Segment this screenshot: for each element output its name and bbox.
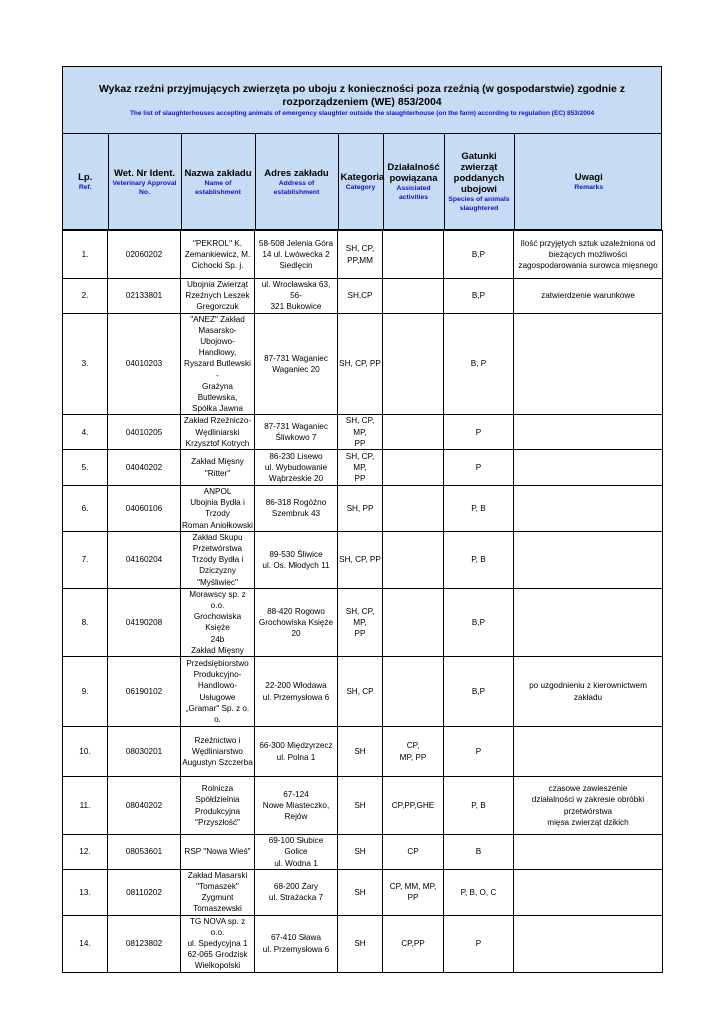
- cell-activities: [383, 588, 444, 656]
- column-header-lp: [63, 134, 108, 230]
- column-header-name: [181, 134, 255, 230]
- column-header-address: [255, 134, 338, 230]
- cell-name: Rolnicza Spółdzielnia Produkcyjna "Przyszłość": [181, 777, 255, 835]
- cell-lp: 10.: [63, 727, 108, 777]
- column-header-activities: [383, 134, 444, 230]
- column-header-label: Wet. Nr Ident.: [113, 167, 176, 179]
- cell-vet-number: 08123802: [108, 915, 181, 972]
- column-header-label: Adres zakładu: [264, 167, 329, 179]
- column-header-label: Uwagi: [574, 172, 603, 183]
- cell-activities: [383, 450, 444, 486]
- cell-lp: 1.: [63, 231, 108, 279]
- cell-species: B, P: [444, 313, 514, 415]
- cell-species: P, B: [444, 531, 514, 588]
- title-english: The list of slaughterhouses accepting animals of emergency slaughter outside the slaughterhouse (on the farm) according to regulation (EC) 853/2004: [129, 110, 595, 117]
- cell-activities: [383, 486, 444, 532]
- cell-address: 58-508 Jelenia Góra 14 ul. Lwówecka 2 Siedlęcin: [255, 231, 338, 279]
- cell-lp: 7.: [63, 531, 108, 588]
- cell-remarks: czasowe zawieszenie działalności w zakresie obróbki przetwórstwa mięsa zwierząt dzikich: [514, 777, 663, 835]
- cell-activities: CP,PP,GHE: [383, 777, 444, 835]
- cell-remarks: [514, 835, 663, 870]
- cell-name: Zakład Masarski "Tomaszek" Zygmunt Tomaszewski: [181, 869, 255, 915]
- cell-lp: 8.: [63, 588, 108, 656]
- column-header-sublabel: Ref.: [78, 184, 92, 191]
- column-header-sublabel: Assiciated activities: [396, 185, 431, 201]
- cell-category: SH, PP: [338, 486, 383, 532]
- cell-activities: [383, 231, 444, 279]
- cell-vet-number: 04010205: [108, 415, 181, 450]
- cell-name: ANPOL Ubojnia Bydła i Trzody Roman Aniołkowski: [182, 487, 253, 530]
- cell-lp: 9.: [63, 657, 108, 727]
- cell-remarks: [514, 727, 663, 777]
- cell-vet-number: 04190208: [108, 588, 181, 656]
- cell-vet-number: 02133801: [108, 279, 181, 314]
- table-row: [63, 657, 663, 727]
- cell-species: P: [444, 415, 514, 450]
- column-header-label: Kategoria: [340, 172, 385, 183]
- table-row: [63, 777, 663, 835]
- cell-remarks: [514, 486, 663, 532]
- cell-remarks: [514, 415, 663, 450]
- table-row: [63, 588, 663, 656]
- cell-lp: 5.: [63, 450, 108, 486]
- cell-vet-number: 08053601: [108, 835, 181, 870]
- column-header-label: Działalność powiązana: [387, 162, 440, 184]
- title-block: [62, 66, 662, 134]
- cell-address: 67-410 Sława ul. Przemysłowa 6: [255, 915, 338, 972]
- column-header-label: Lp.: [78, 172, 93, 183]
- cell-name: Zakład Rzeźniczo- Wędliniarski Krzysztof Kotrych: [181, 415, 255, 450]
- cell-vet-number: 08040202: [108, 777, 181, 835]
- cell-vet-number: 08110202: [108, 869, 181, 915]
- column-header-label: Nazwa zakładu: [184, 167, 252, 179]
- cell-lp: 14.: [63, 915, 108, 972]
- cell-vet-number: 04160204: [108, 531, 181, 588]
- cell-address: 22-200 Włodawa ul. Przemysłowa 6: [255, 657, 338, 727]
- column-header-vet-number: [108, 134, 181, 230]
- column-header-sublabel: Species of animals slaughtered: [448, 196, 510, 212]
- cell-remarks: po uzgodnieniu z kierownictwem zakładu: [514, 657, 663, 727]
- establishments-table: [62, 230, 663, 973]
- cell-category: SH: [338, 835, 383, 870]
- cell-species: P: [444, 915, 514, 972]
- cell-category: SH: [338, 869, 383, 915]
- table-row: [63, 486, 663, 532]
- cell-address: 68-200 Żary ul. Strażacka 7: [255, 869, 338, 915]
- cell-activities: [383, 279, 444, 314]
- cell-species: P: [444, 727, 514, 777]
- cell-name: Przedsiębiorstwo Produkcyjno- Handlowo- Usługowe „Gramar" Sp. z o. o.: [181, 657, 255, 727]
- cell-category: SH: [338, 915, 383, 972]
- column-header-sublabel: Veterinary Approval No.: [112, 179, 177, 196]
- cell-activities: [383, 313, 444, 415]
- cell-species: P, B: [444, 777, 514, 835]
- table-row: [63, 450, 663, 486]
- cell-species: B,P: [444, 657, 514, 727]
- cell-activities: CP,PP: [383, 915, 444, 972]
- cell-category: SH, CP, PP: [338, 313, 383, 415]
- cell-category: SH, CP, PP: [338, 531, 383, 588]
- cell-vet-number: 04010203: [108, 313, 181, 415]
- cell-category: SH: [338, 777, 383, 835]
- table-row: [63, 835, 663, 870]
- cell-activities: [383, 531, 444, 588]
- cell-name: Zakład Skupu Przetwórstwa Trzody Bydła i Dziczyzny "Myśliwiec": [181, 531, 255, 588]
- cell-remarks: [514, 588, 663, 656]
- cell-address: 66-300 Międzyrzecz ul. Polna 1: [255, 727, 338, 777]
- cell-species: P, B, O, C: [444, 869, 514, 915]
- cell-species: P: [444, 450, 514, 486]
- cell-lp: 13.: [63, 869, 108, 915]
- cell-vet-number: 04040202: [108, 450, 181, 486]
- column-header-sublabel: Name of establishment: [195, 179, 241, 196]
- table-row: [63, 415, 663, 450]
- cell-activities: CP, MM, MP, PP: [383, 869, 444, 915]
- cell-name: "ANEZ" Zakład Masarsko-Ubojowo- Handlowy, Ryszard Butlewski - Grażyna Butlewska, Spółka Jawna: [181, 313, 255, 415]
- cell-activities: CP, MP, PP: [383, 727, 444, 777]
- cell-vet-number: 08030201: [108, 727, 181, 777]
- cell-vet-number: 06190102: [108, 657, 181, 727]
- cell-address: 69-100 Słubice Golice ul. Wodna 1: [255, 835, 338, 870]
- table-row: [63, 531, 663, 588]
- cell-species: P, B: [444, 486, 514, 532]
- table-row: [63, 915, 663, 972]
- cell-remarks: [514, 531, 663, 588]
- cell-activities: [383, 657, 444, 727]
- cell-address: 87-731 Waganiec Śliwkowo 7: [255, 415, 338, 450]
- table-row: [63, 727, 663, 777]
- cell-remarks: [514, 915, 663, 972]
- cell-species: B,P: [444, 231, 514, 279]
- cell-remarks: Ilość przyjętych sztuk uzależniona od bieżących możliwości zagospodarowania surowca mięsnego: [514, 231, 663, 279]
- cell-species: B,P: [444, 588, 514, 656]
- cell-address: 67-124 Nowe Miasteczko, Rejów: [255, 777, 338, 835]
- cell-address: 88-420 Rogowo Grochowiska Księże 20: [255, 588, 338, 656]
- title-polish: Wykaz rzeźni przyjmujących zwierzęta po uboju z konieczności poza rzeźnią (w gospodarstwie) zgodnie z rozporządzeniem (WE) 853/2004: [98, 83, 626, 108]
- cell-lp: 3.: [63, 313, 108, 415]
- cell-lp: 12.: [63, 835, 108, 870]
- cell-address: 87-731 Waganiec Waganiec 20: [255, 313, 338, 415]
- document-sheet: [62, 66, 662, 971]
- cell-species: B,P: [444, 279, 514, 314]
- cell-remarks: [514, 869, 663, 915]
- cell-species: B: [444, 835, 514, 870]
- cell-remarks: [514, 313, 663, 415]
- cell-address: 86-318 Rogóźno Szembruk 43: [255, 486, 338, 532]
- cell-lp: 4.: [63, 415, 108, 450]
- cell-address: 86-230 Lisewo ul. Wybudowanie Wąbrzeskie 20: [255, 450, 338, 486]
- cell-name: Morawscy sp. z o.o. Grochowiska Księże 24b Zakład Mięsny: [181, 588, 255, 656]
- cell-category: SH,CP: [338, 279, 383, 314]
- column-header-remarks: [514, 134, 663, 230]
- cell-category: SH: [338, 727, 383, 777]
- cell-remarks: [514, 450, 663, 486]
- table-row: [63, 869, 663, 915]
- cell-name: Zakład Mięsny "Ritter": [181, 450, 255, 486]
- cell-lp: 11.: [63, 777, 108, 835]
- cell-remarks: zatwierdzenie warunkowe: [514, 279, 663, 314]
- column-header-sublabel: Category: [345, 184, 376, 191]
- cell-category: SH, CP, MP, PP: [338, 588, 383, 656]
- column-header-sublabel: Address of establishment: [273, 179, 320, 196]
- cell-category: SH, CP: [338, 657, 383, 727]
- cell-lp: 6.: [63, 486, 108, 532]
- cell-name: "PEKROL" K. Zemankiewicz, M. Cichocki Sp. j.: [181, 231, 255, 279]
- column-header-label: Gatunki zwierząt poddanych ubojowi: [453, 151, 505, 195]
- table-row: [63, 231, 663, 279]
- table-row: [63, 313, 663, 415]
- cell-name: Rzeźnictwo i Wędliniarstwo Augustyn Szczerba: [181, 727, 255, 777]
- cell-vet-number: 02060202: [108, 231, 181, 279]
- cell-address: ul. Wrocławska 63, 56- 321 Bukowice: [255, 279, 338, 314]
- cell-name: RSP "Nowa Wieś": [181, 835, 255, 870]
- cell-activities: CP: [383, 835, 444, 870]
- column-header-species: [444, 134, 514, 230]
- cell-name: Ubojnia Zwierząt Rzeźnych Leszek Gregorczuk: [181, 279, 255, 314]
- table-header: [62, 134, 662, 230]
- cell-category: SH, CP, PP,MM: [338, 231, 383, 279]
- cell-address: 89-530 Śliwice ul. Os. Młodych 11: [255, 531, 338, 588]
- cell-name: TG NOVA sp. z o.o. ul. Spedycyjna 1 62-065 Grodzisk Wielkopolski: [181, 915, 255, 972]
- cell-category: SH, CP, MP, PP: [338, 415, 383, 450]
- table-body: [62, 230, 662, 973]
- cell-vet-number: 04060106: [108, 486, 181, 532]
- cell-category: SH, CP, MP, PP: [338, 450, 383, 486]
- cell-activities: [383, 415, 444, 450]
- cell-lp: 2.: [63, 279, 108, 314]
- table-row: [63, 279, 663, 314]
- column-header-category: [338, 134, 383, 230]
- column-header-sublabel: Remarks: [574, 184, 604, 191]
